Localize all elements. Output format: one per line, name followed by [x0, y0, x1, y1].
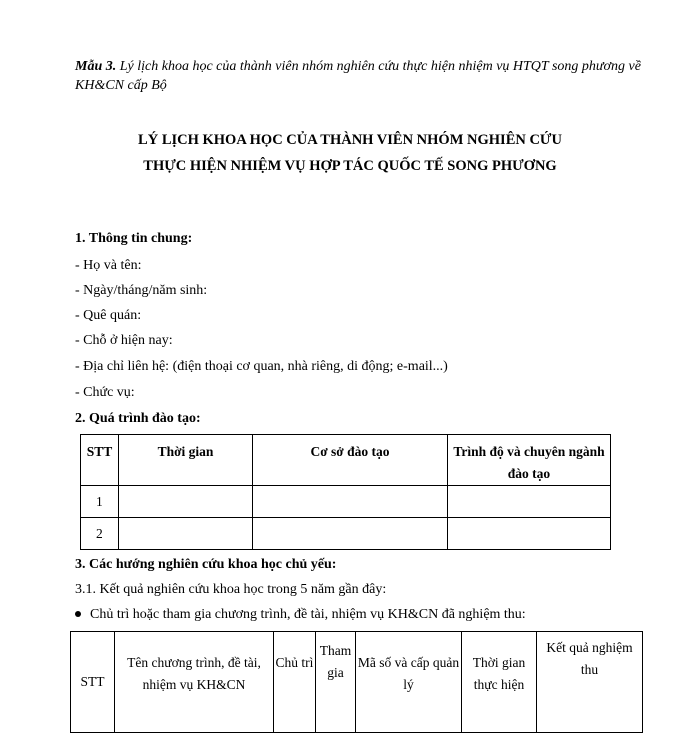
header-duration: Thời gian thực hiện [462, 632, 537, 733]
row-cell[interactable] [119, 518, 253, 550]
row-stt: 1 [81, 486, 119, 518]
field-contact-address: - Địa chỉ liên hệ: (điện thoại cơ quan, nhà riêng, di động; e-mail...) [75, 359, 448, 374]
form-title-text: Lý lịch khoa học của thành viên nhóm nghiên cứu thực hiện nhiệm vụ HTQT song phương về KH&CN cấp Bộ [75, 59, 641, 93]
row-cell[interactable] [253, 486, 448, 518]
section-3-1-heading: 3.1. Kết quả nghiên cứu khoa học trong 5 năm gần đây: [75, 582, 387, 597]
field-current-address: - Chỗ ở hiện nay: [75, 333, 173, 348]
section-3-heading: 3. Các hướng nghiên cứu khoa học chủ yếu: [75, 557, 337, 572]
document-title-line-2: THỰC HIỆN NHIỆM VỤ HỢP TÁC QUỐC TẾ SONG PHƯƠNG [143, 158, 557, 174]
header-result: Kết quả nghiệm thu [537, 632, 643, 733]
header-participate: Tham gia [316, 632, 356, 733]
row-cell[interactable] [448, 486, 611, 518]
header-project-name: Tên chương trình, đề tài, nhiệm vụ KH&CN [115, 632, 274, 733]
section-2-heading: 2. Quá trình đào tạo: [75, 411, 201, 426]
form-title [75, 57, 645, 95]
field-hometown: - Quê quán: [75, 308, 142, 323]
header-stt: STT [81, 435, 119, 486]
research-projects-table [70, 631, 643, 733]
document-title-line-1: LÝ LỊCH KHOA HỌC CỦA THÀNH VIÊN NHÓM NGHIÊN CỨU [138, 132, 562, 148]
header-code-level: Mã số và cấp quản lý [356, 632, 462, 733]
table-row [81, 486, 611, 518]
row-cell[interactable] [253, 518, 448, 550]
bullet-icon [75, 611, 81, 617]
document-title [60, 127, 640, 179]
table-row [81, 518, 611, 550]
bullet-text: Chủ trì hoặc tham gia chương trình, đề tài, nhiệm vụ KH&CN đã nghiệm thu: [90, 607, 526, 622]
field-date-of-birth: - Ngày/tháng/năm sinh: [75, 283, 208, 298]
section-1-heading: 1. Thông tin chung: [75, 231, 193, 246]
training-table [80, 434, 611, 550]
row-stt: 2 [81, 518, 119, 550]
form-number: Mẫu 3. [75, 59, 117, 74]
field-position: - Chức vụ: [75, 385, 135, 400]
table-header-row [81, 435, 611, 486]
header-institution: Cơ sở đào tạo [253, 435, 448, 486]
header-degree-major: Trình độ và chuyên ngành đào tạo [448, 435, 611, 486]
field-full-name: - Họ và tên: [75, 258, 142, 273]
header-stt: STT [71, 632, 115, 733]
header-time: Thời gian [119, 435, 253, 486]
header-lead: Chủ trì [274, 632, 316, 733]
table-header-row [71, 632, 643, 733]
row-cell[interactable] [119, 486, 253, 518]
row-cell[interactable] [448, 518, 611, 550]
